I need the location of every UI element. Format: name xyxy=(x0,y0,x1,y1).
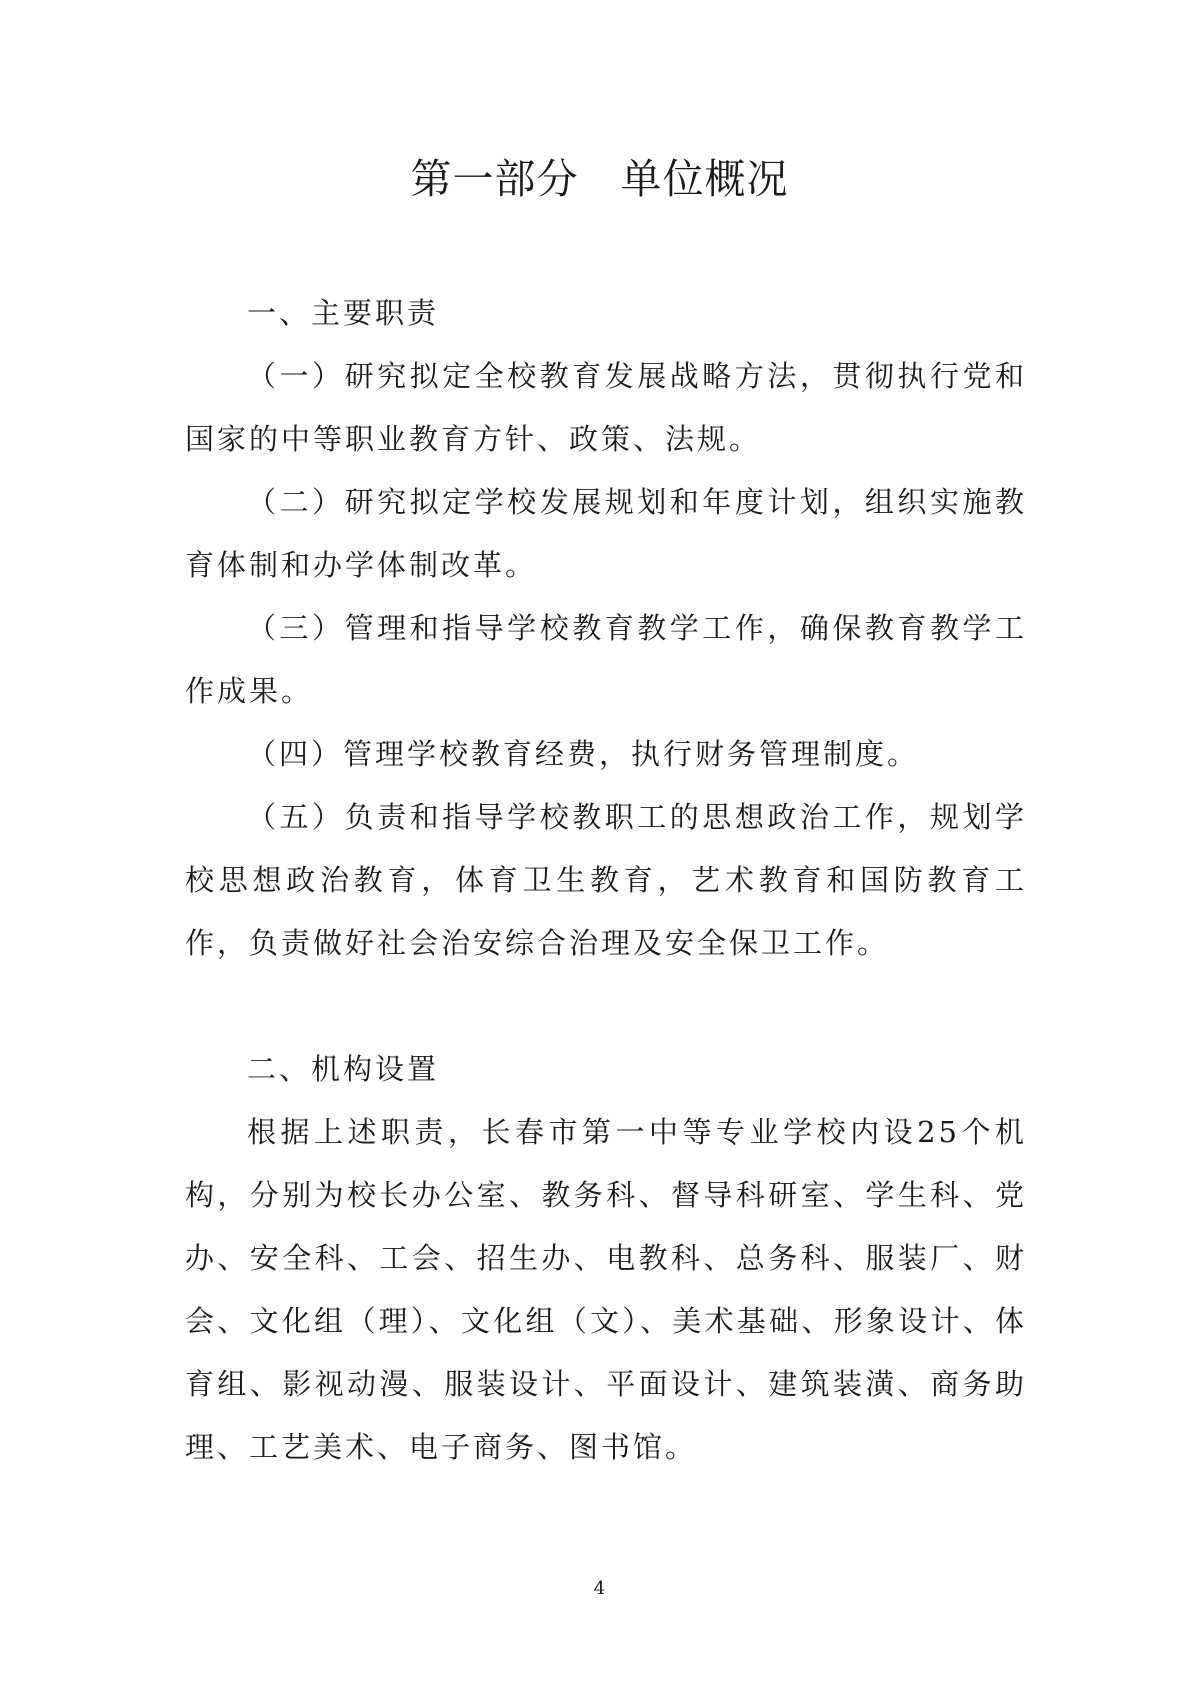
organization-paragraph: 根据上述职责，长春市第一中等专业学校内设25个机构，分别为校长办公室、教务科、督导科研室、学生科、党办、安全科、工会、招生办、电教科、总务科、服装厂、财会、文化组（理）、文化组（文）、美术基础、形象设计、体育组、影视动漫、服装设计、平面设计、建筑装潢、商务助理、工艺美术、电子商务、图书馆。 xyxy=(185,1115,1027,1464)
duty-paragraph-1: （一）研究拟定全校教育发展战略方法，贯彻执行党和国家的中等职业教育方针、政策、法规。 xyxy=(185,359,1027,456)
page-title: 第一部分 单位概况 xyxy=(410,155,789,203)
duty-paragraph-4: （四）管理学校教育经费，执行财务管理制度。 xyxy=(247,737,920,771)
duty-paragraph-2: （二）研究拟定学校发展规划和年度计划，组织实施教育体制和办学体制改革。 xyxy=(185,485,1027,582)
section-organization xyxy=(185,1038,1027,1479)
section-main-duties xyxy=(185,282,1027,975)
section-spacer xyxy=(185,975,1027,1038)
duty-paragraph-3: （三）管理和指导学校教育教学工作，确保教育教学工作成果。 xyxy=(185,611,1027,708)
page-number: 4 xyxy=(593,1578,606,1599)
section-heading: 一、主要职责 xyxy=(247,296,440,330)
duty-paragraph-5: （五）负责和指导学校教职工的思想政治工作，规划学校思想政治教育，体育卫生教育，艺术教育和国防教育工作，负责做好社会治安综合治理及安全保卫工作。 xyxy=(185,800,1027,960)
section-heading: 二、机构设置 xyxy=(247,1052,440,1086)
document-body xyxy=(185,282,1027,1479)
